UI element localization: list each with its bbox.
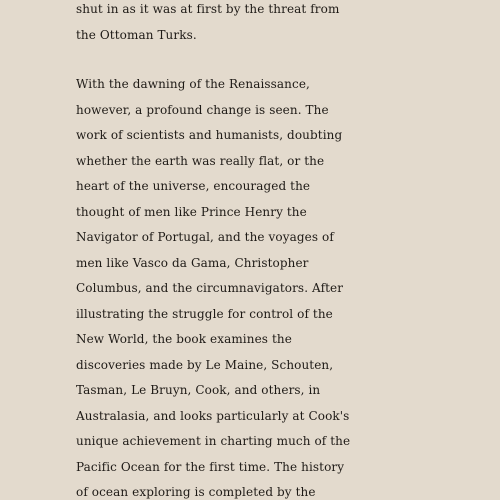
text-line: whether the earth was really flat, or the [76, 153, 325, 168]
text-line: thought of men like Prince Henry the [76, 204, 307, 219]
paragraph-renaissance [76, 72, 500, 500]
text-line: work of scientists and humanists, doubting [76, 128, 343, 142]
text-line: of ocean exploring is completed by the [76, 485, 316, 499]
text-line: With the dawning of the Renaissance, [76, 77, 310, 91]
paragraph-continued [76, 0, 500, 48]
text-line: Pacific Ocean for the first time. The history [76, 459, 345, 474]
text-line: discoveries made by Le Maine, Schouten, [76, 357, 334, 372]
text-line: illustrating the struggle for control of the [76, 306, 333, 321]
text-line: men like Vasco da Gama, Christopher [76, 255, 309, 270]
text-line: Columbus, and the circumnavigators. After [76, 281, 344, 295]
text-line: heart of the universe, encouraged the [76, 179, 311, 193]
text-line: Navigator of Portugal, and the voyages of [76, 230, 334, 244]
text-line: Australasia, and looks particularly at Cook's [76, 408, 350, 423]
text-line: New World, the book examines the [76, 332, 292, 346]
text-line: Tasman, Le Bruyn, Cook, and others, in [76, 383, 321, 397]
text-line: however, a profound change is seen. The [76, 102, 329, 117]
text-line: unique achievement in charting much of the [76, 434, 351, 448]
text-line: the Ottoman Turks. [76, 27, 197, 42]
text-line: shut in as it was at first by the threat from [76, 2, 340, 16]
